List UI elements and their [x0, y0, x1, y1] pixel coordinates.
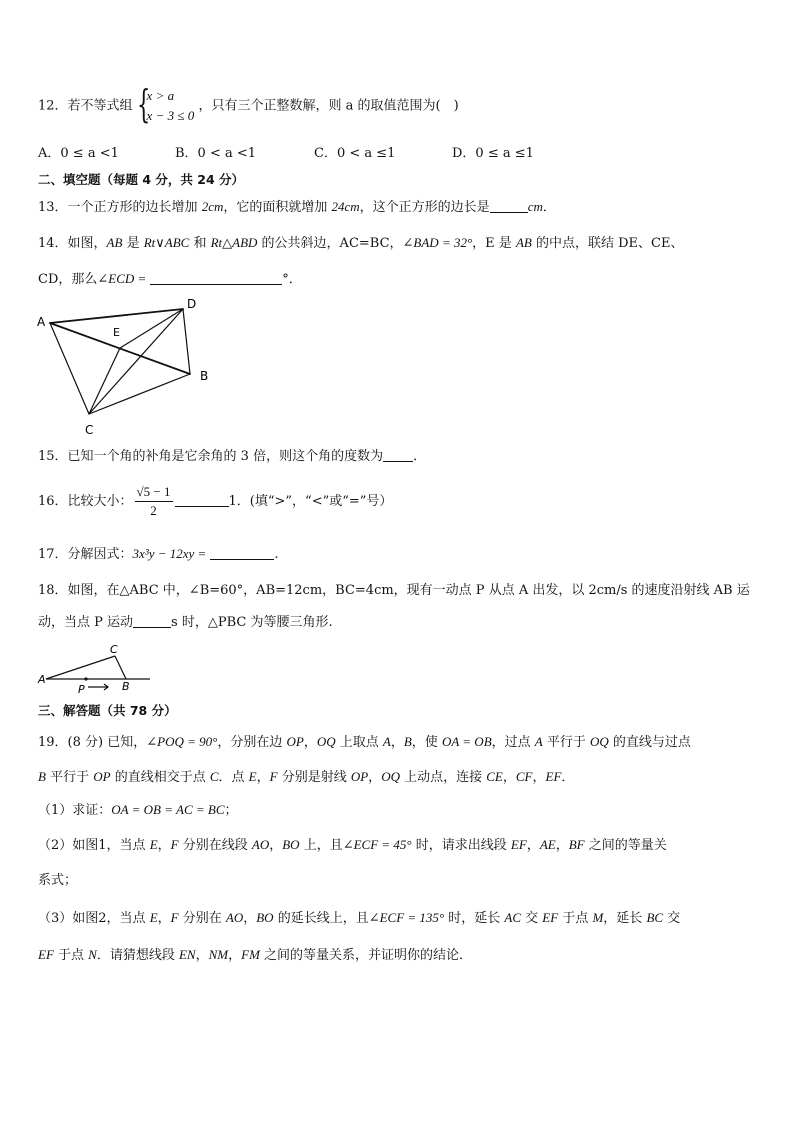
q19-text: 上取点	[335, 735, 383, 750]
question-19-part-1	[38, 801, 238, 820]
q19-text: 之间的等量关	[584, 838, 667, 853]
q14-text: 是	[122, 236, 144, 251]
q19-text: 平行于	[45, 770, 94, 785]
answer-blank[interactable]	[175, 492, 229, 507]
q19-math: BO	[282, 837, 300, 852]
segment-ac	[50, 323, 89, 414]
q17-expression: 3x³y − 12xy =	[132, 546, 207, 561]
q19-text: ，	[555, 838, 569, 853]
q19-math: ∠POQ = 90°	[146, 734, 218, 749]
q19-text: 19．(8 分) 已知，	[38, 735, 147, 750]
q19-text: 的直线与过点	[608, 735, 691, 750]
q12-option-d: D．0 ≤ a ≤1	[452, 146, 534, 161]
q13-unit: cm	[527, 199, 543, 214]
q19-text: ，	[390, 735, 404, 750]
q19-text: 于点	[53, 948, 89, 963]
q19-text: ，使	[411, 735, 442, 750]
q19-math: ∠ECF = 135°	[368, 910, 445, 925]
segment-cb	[115, 656, 126, 679]
question-19-line-2	[38, 768, 574, 787]
q19-math: C	[209, 769, 219, 784]
q19-math: FM	[241, 947, 260, 962]
q19-text: ，	[532, 770, 546, 785]
label-d: D	[187, 297, 197, 311]
q19-math: EF	[38, 947, 54, 962]
q19-math: B	[403, 734, 412, 749]
q19-math: OA = OB = AC = BC	[111, 802, 225, 817]
q19-text: ．请猜想线段	[96, 948, 179, 963]
q19-math: BO	[256, 910, 274, 925]
label-c: C	[110, 643, 118, 656]
q19-text: ，	[195, 948, 209, 963]
q19-math: F	[269, 769, 278, 784]
q19-text: ，	[157, 911, 171, 926]
q19-math: OA = OB	[441, 734, 492, 749]
q19-text: ，延长	[603, 911, 647, 926]
q19-math: A	[534, 734, 543, 749]
q19-math: CE	[486, 769, 503, 784]
question-15	[38, 447, 426, 466]
question-17	[38, 545, 278, 564]
q19-text: ，分别在边	[217, 735, 287, 750]
q19-math: OP	[350, 769, 369, 784]
q17-end: .	[274, 547, 279, 562]
q19-text: ．点	[218, 770, 249, 785]
q15-end: ．	[413, 449, 427, 464]
q13-end: ．	[542, 200, 556, 215]
q19-math: EF	[510, 837, 527, 852]
q19-text: （3）如图2，当点	[38, 911, 150, 926]
q19-math: OQ	[381, 769, 400, 784]
q19-text: ．	[561, 770, 575, 785]
q13-text: ，这个正方形的边长是	[359, 200, 490, 215]
q18-text: s 时，△PBC 为等腰三角形.	[171, 615, 333, 630]
q19-math: CF	[515, 769, 533, 784]
q19-math: E	[149, 910, 158, 925]
question-13	[38, 198, 556, 217]
q19-math: EF	[542, 910, 559, 925]
q14-text: 和	[189, 236, 211, 251]
figure-18	[36, 640, 156, 696]
q12-option-a: A．0 ≤ a <1	[38, 146, 119, 161]
q19-text: 上，且	[299, 838, 343, 853]
q19-math: AE	[539, 837, 556, 852]
q19-text: 交	[521, 911, 543, 926]
q19-math: F	[170, 837, 179, 852]
q19-text: （2）如图1，当点	[38, 838, 150, 853]
label-e: E	[113, 326, 120, 339]
q19-math: BC	[646, 910, 664, 925]
q19-text: 分别在线段	[178, 838, 252, 853]
q19-text: ，	[269, 838, 283, 853]
answer-blank[interactable]	[133, 613, 171, 628]
q19-text: 平行于	[542, 735, 590, 750]
q19-math: OP	[93, 769, 111, 784]
q15-text: 15．已知一个角的补角是它余角的 3 倍，则这个角的度数为	[38, 449, 384, 464]
point-p	[84, 677, 87, 680]
q17-prefix: 17．分解因式：	[38, 547, 133, 562]
q19-math: AO	[251, 837, 270, 852]
question-19-part-3	[38, 909, 680, 928]
inequality-1: x > a	[146, 88, 175, 103]
label-p: P	[78, 683, 85, 696]
q14-triangle-1: Rt∨ABC	[143, 235, 190, 250]
label-a: A	[37, 315, 46, 329]
q18-text: 动，当点 P 运动	[38, 615, 134, 630]
q19-text: 分别在	[178, 911, 226, 926]
q14-text: ，E 是	[472, 236, 516, 251]
q13-value-2: 24cm	[331, 199, 360, 214]
q19-math: BF	[568, 837, 585, 852]
q16-prefix: 16．比较大小：	[38, 494, 133, 509]
answer-blank[interactable]	[383, 447, 413, 462]
answer-blank[interactable]	[210, 545, 274, 560]
q14-ab: AB	[106, 235, 123, 250]
q19-math: E	[149, 837, 158, 852]
q14-ecd: ∠ECD =	[97, 271, 147, 286]
q13-value-1: 2cm	[201, 199, 224, 214]
q19-math: EF	[545, 769, 562, 784]
q19-text: ，	[502, 770, 516, 785]
q12-option-c: C．0 < a ≤1	[314, 146, 396, 161]
question-19-part-3-cont	[38, 946, 472, 965]
label-c: C	[85, 423, 94, 437]
q19-math: E	[248, 769, 257, 784]
question-14-line-2	[38, 270, 302, 289]
q14-ab: AB	[515, 235, 532, 250]
question-19-part-2	[38, 836, 667, 855]
segment-db	[183, 309, 190, 374]
inequality-system: { x > a x − 3 ≤ 0	[136, 82, 195, 126]
q19-text: 上动点，连接	[399, 770, 487, 785]
question-12	[38, 82, 459, 127]
q19-text: 的直线相交于点	[110, 770, 210, 785]
q19-text: ，	[256, 770, 270, 785]
q16-suffix: 1．(填“>”，“<”或“=”号）	[228, 494, 393, 509]
q19-text: ，	[228, 948, 242, 963]
q19-math: OP	[286, 734, 304, 749]
q19-math: OQ	[590, 734, 609, 749]
q19-text: 时，延长	[444, 911, 505, 926]
question-19-line-1	[38, 733, 691, 752]
q19-text: ，	[526, 838, 540, 853]
q19-text: ，	[243, 911, 257, 926]
label-a: A	[38, 673, 46, 686]
section-2-heading: 二、填空题（每题 4 分，共 24 分）	[38, 172, 245, 187]
question-19-part-2-cont: 系式；	[38, 873, 78, 888]
q19-math: ∠ECF = 45°	[342, 837, 412, 852]
q14-triangle-2: Rt△ABD	[210, 235, 258, 250]
q19-text: ，	[303, 735, 317, 750]
q19-text: 于点	[558, 911, 593, 926]
fraction-denominator: 2	[150, 503, 157, 518]
inequality-2: x − 3 ≤ 0	[146, 108, 195, 123]
answer-blank[interactable]	[150, 270, 282, 285]
label-b: B	[122, 680, 130, 693]
section-3-heading: 三、解答题（共 78 分）	[38, 703, 177, 718]
label-b: B	[200, 369, 209, 383]
q14-text: CD，那么	[38, 272, 98, 287]
q19-text: ，过点	[491, 735, 535, 750]
q19-math: AC	[504, 910, 522, 925]
q14-text: 14．如图，	[38, 236, 107, 251]
fraction	[135, 483, 173, 520]
q19-text: ；	[224, 803, 238, 818]
fraction-numerator: √5 − 1	[135, 483, 173, 502]
q19-text: 时，请求出线段	[411, 838, 511, 853]
q12-suffix: ，只有三个正整数解，则 a 的取值范围为( )	[198, 98, 459, 114]
q13-text: 13．一个正方形的边长增加	[38, 200, 202, 215]
q19-math: N	[88, 947, 97, 962]
question-18-line-2	[38, 613, 333, 632]
q14-text: 的公共斜边，AC=BC，	[257, 236, 403, 251]
q19-math: M	[592, 910, 604, 925]
q14-degree: °．	[282, 272, 302, 287]
q19-math: F	[170, 910, 179, 925]
q19-math: B	[38, 769, 46, 784]
q19-math: AO	[225, 910, 244, 925]
question-18-line-1: 18．如图，在△ABC 中，∠B=60°，AB=12cm，BC=4cm，现有一动点 P 从点 A 出发，以 2cm/s 的速度沿射线 AB 运	[38, 583, 750, 598]
q19-text: 分别是射线	[277, 770, 351, 785]
q13-text: ，它的面积就增加	[223, 200, 332, 215]
q19-math: NM	[208, 947, 229, 962]
q19-text: 交	[663, 911, 681, 926]
segment-ac	[46, 656, 115, 679]
q19-math: A	[382, 734, 391, 749]
question-16	[38, 482, 392, 522]
q19-text: 的延长线上，且	[273, 911, 369, 926]
q19-text: ，	[368, 770, 382, 785]
figure-14	[30, 292, 230, 442]
q14-angle: ∠BAD = 32°	[402, 235, 473, 250]
q19-math: OQ	[316, 734, 336, 749]
question-14-line-1	[38, 234, 683, 253]
q19-text: （1）求证：	[38, 803, 112, 818]
q12-option-b: B．0 < a <1	[175, 146, 257, 161]
answer-blank[interactable]	[490, 198, 528, 213]
q19-math: EN	[178, 947, 196, 962]
q19-text: ，	[157, 838, 171, 853]
segment-cb	[89, 374, 190, 414]
segment-cd	[89, 309, 183, 414]
q19-text: 之间的等量关系，并证明你的结论．	[259, 948, 473, 963]
q12-prefix: 12．若不等式组	[38, 98, 133, 114]
q14-text: 的中点，联结 DE、CE、	[531, 236, 684, 251]
